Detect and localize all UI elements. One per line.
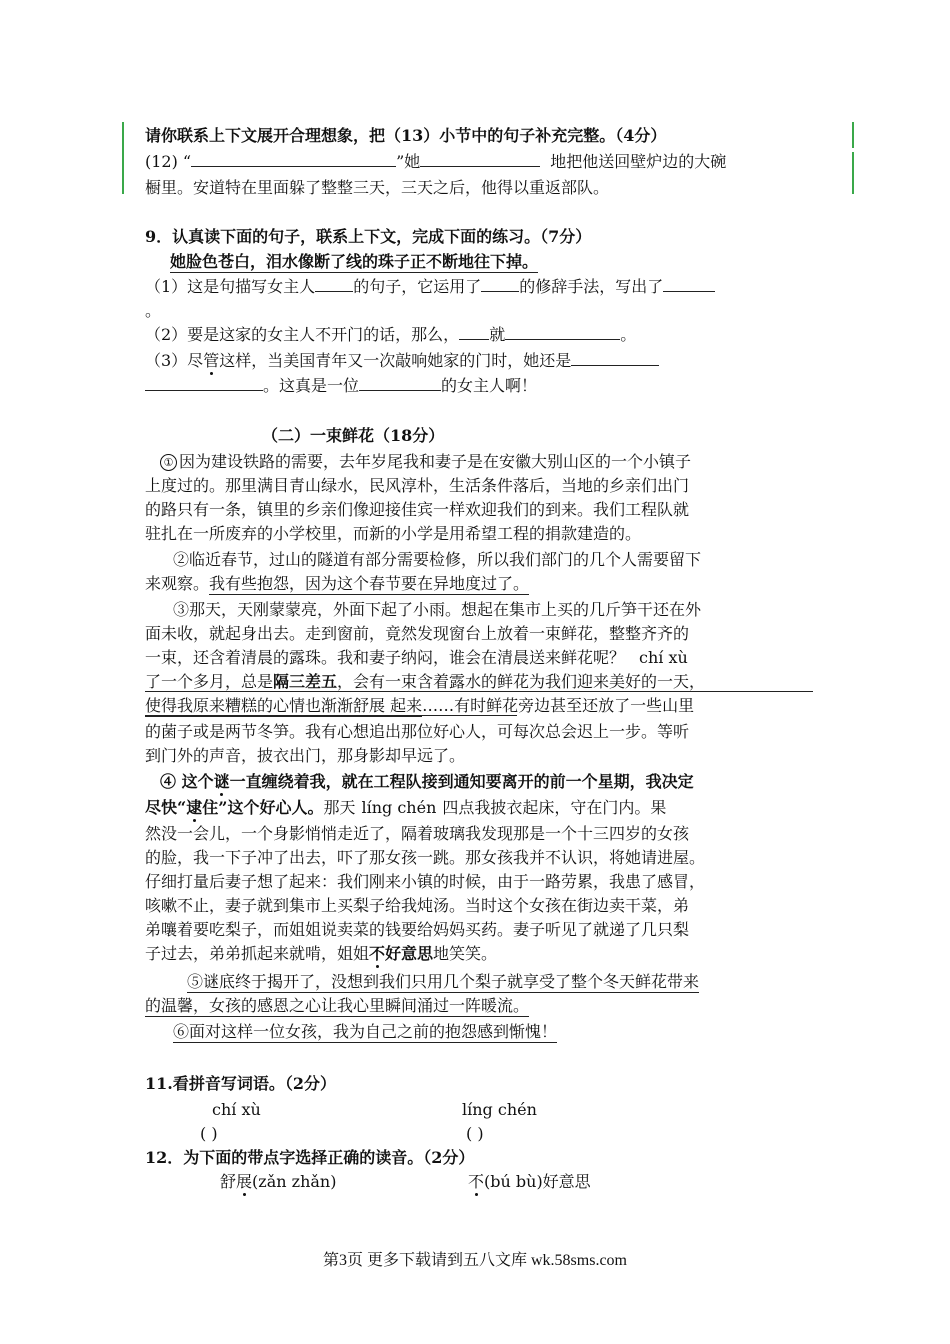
p5-line-2: 的温馨，女孩的感恩之心让我心里瞬间涌过一阵暖流。 xyxy=(145,996,530,1015)
q9-title: 9．认真读下面的句子，联系上下文，完成下面的练习。（7分） xyxy=(145,227,592,246)
answer-blank[interactable] xyxy=(481,275,519,292)
p3-line-2: 面未收，就起身出去。走到窗前，竟然发现窗台上放着一束鲜花，整整齐齐的 xyxy=(145,624,690,643)
answer-blank[interactable] xyxy=(505,323,620,340)
p3-line-5: 使得我原来糟糕的心情也渐渐舒展 起来……有时鲜花旁边甚至还放了一些山里 xyxy=(145,696,695,715)
p1-line-2: 上度过的。那里满目青山绿水，民风淳朴，生活条件落后，当地的乡亲们出门 xyxy=(145,476,690,495)
q11-title: 11.看拼音写词语。（2分） xyxy=(145,1074,336,1093)
p4-line-5: 仔细打量后妻子想了起来：我们刚来小镇的时候，由于一路劳累，我患了感冒， xyxy=(145,872,706,891)
margin-bar-left xyxy=(122,122,124,194)
q11-pinyin-1: chí xù xyxy=(212,1100,261,1119)
p4-line-7: 弟嚷着要吃梨子，而姐姐说卖菜的钱要给妈妈买药。妻子听见了就递了几只梨 xyxy=(145,920,690,939)
underline-rule xyxy=(145,715,517,716)
answer-blank[interactable] xyxy=(315,275,353,292)
q11-answer-box-1[interactable]: ( ) xyxy=(200,1124,218,1143)
answer-blank[interactable] xyxy=(459,323,489,340)
answer-blank[interactable] xyxy=(145,374,263,391)
p4-line-4: 的脸，我一下子冲了出去，吓了那女孩一跳。那女孩我并不认识，将她请进屋。 xyxy=(145,848,706,867)
p5-line-1: ⑤谜底终于揭开了，没想到我们只用几个梨子就享受了整个冬天鲜花带来 xyxy=(187,972,700,991)
p1-line-1: ① 因为建设铁路的需要，去年岁尾我和妻子是在安徽大别山区的一个小镇子 xyxy=(160,450,691,474)
p3-line-4: 了一个多月，总是隔三差五，会有一束含着露水的鲜花为我们迎来美好的一天， xyxy=(145,672,706,691)
answer-blank[interactable] xyxy=(663,275,715,292)
p2-line-2: 来观察。我有些抱怨，因为这个春节要在异地度过了。 xyxy=(145,574,530,593)
q12-title: 12．为下面的带点字选择正确的读音。（2分） xyxy=(145,1148,475,1167)
q12-item-2[interactable]: 不(bú bù)好意思 xyxy=(468,1172,591,1191)
p3-line-1: ③那天，天刚蒙蒙亮，外面下起了小雨。想起在集市上买的几斤笋干还在外 xyxy=(173,600,702,619)
q11-answer-box-2[interactable]: ( ) xyxy=(466,1124,484,1143)
underline-rule xyxy=(145,691,813,692)
answer-blank[interactable] xyxy=(420,150,540,167)
page-footer: 第3页 更多下载请到五八文库 wk.58sms.com xyxy=(322,1252,627,1269)
p3-line-7: 到门外的声音，披衣出门，那身影却早远了。 xyxy=(145,746,466,765)
q9-sentence: 她脸色苍白，泪水像断了线的珠子正不断地往下掉。 xyxy=(170,252,539,271)
passage-title: （二）一束鲜花（18分） xyxy=(262,426,445,445)
answer-blank[interactable] xyxy=(571,349,659,366)
answer-blank[interactable] xyxy=(191,150,396,167)
p4-line-2: 尽快“逮住”这个好心人。那天 líng chén 四点我披衣起床，守在门内。果 xyxy=(145,798,667,817)
q8-intro: 请你联系上下文展开合理想象，把（13）小节中的句子补充完整。（4分） xyxy=(145,126,667,145)
q12-item-1[interactable]: 舒展(zǎn zhǎn) xyxy=(220,1172,337,1191)
p4-line-1: ④ 这个谜一直缠绕着我，就在工程队接到通知要离开的前一个星期，我决定 xyxy=(160,772,694,791)
p2-line-1: ②临近春节，过山的隧道有部分需要检修，所以我们部门的几个人需要留下 xyxy=(173,550,702,569)
answer-blank[interactable] xyxy=(359,374,441,391)
p3-line-3: 一束，还含着清晨的露珠。我和妻子纳闷，谁会在清晨送来鲜花呢？ chí xù xyxy=(145,648,688,667)
q9-part-1-end: 。 xyxy=(145,301,162,320)
p4-line-6: 咳嗽不止，妻子就到集市上买梨子给我炖汤。当时这个女孩在街边卖干菜，弟 xyxy=(145,896,690,915)
q11-pinyin-2: líng chén xyxy=(462,1100,537,1119)
p4-line-3: 然没一会儿，一个身影悄悄走近了，隔着玻璃我发现那是一个十三四岁的女孩 xyxy=(145,824,690,843)
q9-part-2: （2）要是这家的女主人不开门的话，那么， 就 。 xyxy=(145,325,637,344)
q8-line-2: 橱里。安道特在里面躲了整整三天，三天之后，他得以重返部队。 xyxy=(145,178,610,197)
q8-line-1: (12) “ ”她 地把他送回壁炉边的大碗 xyxy=(145,152,727,171)
q9-part-1: （1）这是句描写女主人 的句子，它运用了 的修辞手法，写出了 xyxy=(145,275,715,299)
margin-bar-right-1 xyxy=(852,122,854,148)
p1-line-3: 的路只有一条，镇里的乡亲们像迎接佳宾一样欢迎我们的到来。我们工程队就 xyxy=(145,500,690,519)
p6-line-1: ⑥面对这样一位女孩，我为自己之前的抱怨感到惭愧！ xyxy=(173,1022,558,1041)
p1-line-4: 驻扎在一所废弃的小学校里，而新的小学是用希望工程的捐款建造的。 xyxy=(145,524,642,543)
p4-line-8: 子过去，弟弟抓起来就啃，姐姐不好意思地笑笑。 xyxy=(145,944,498,963)
q9-part-4: 。这真是一位 的女主人啊！ xyxy=(145,374,537,398)
q9-part-3: （3）尽管这样，当美国青年又一次敲响她家的门时，她还是 xyxy=(145,349,659,373)
p3-line-6: 的菌子或是两节冬笋。我有心想追出那位好心人，可每次总会迟上一步。等听 xyxy=(145,722,690,741)
margin-bar-right-2 xyxy=(852,152,854,194)
